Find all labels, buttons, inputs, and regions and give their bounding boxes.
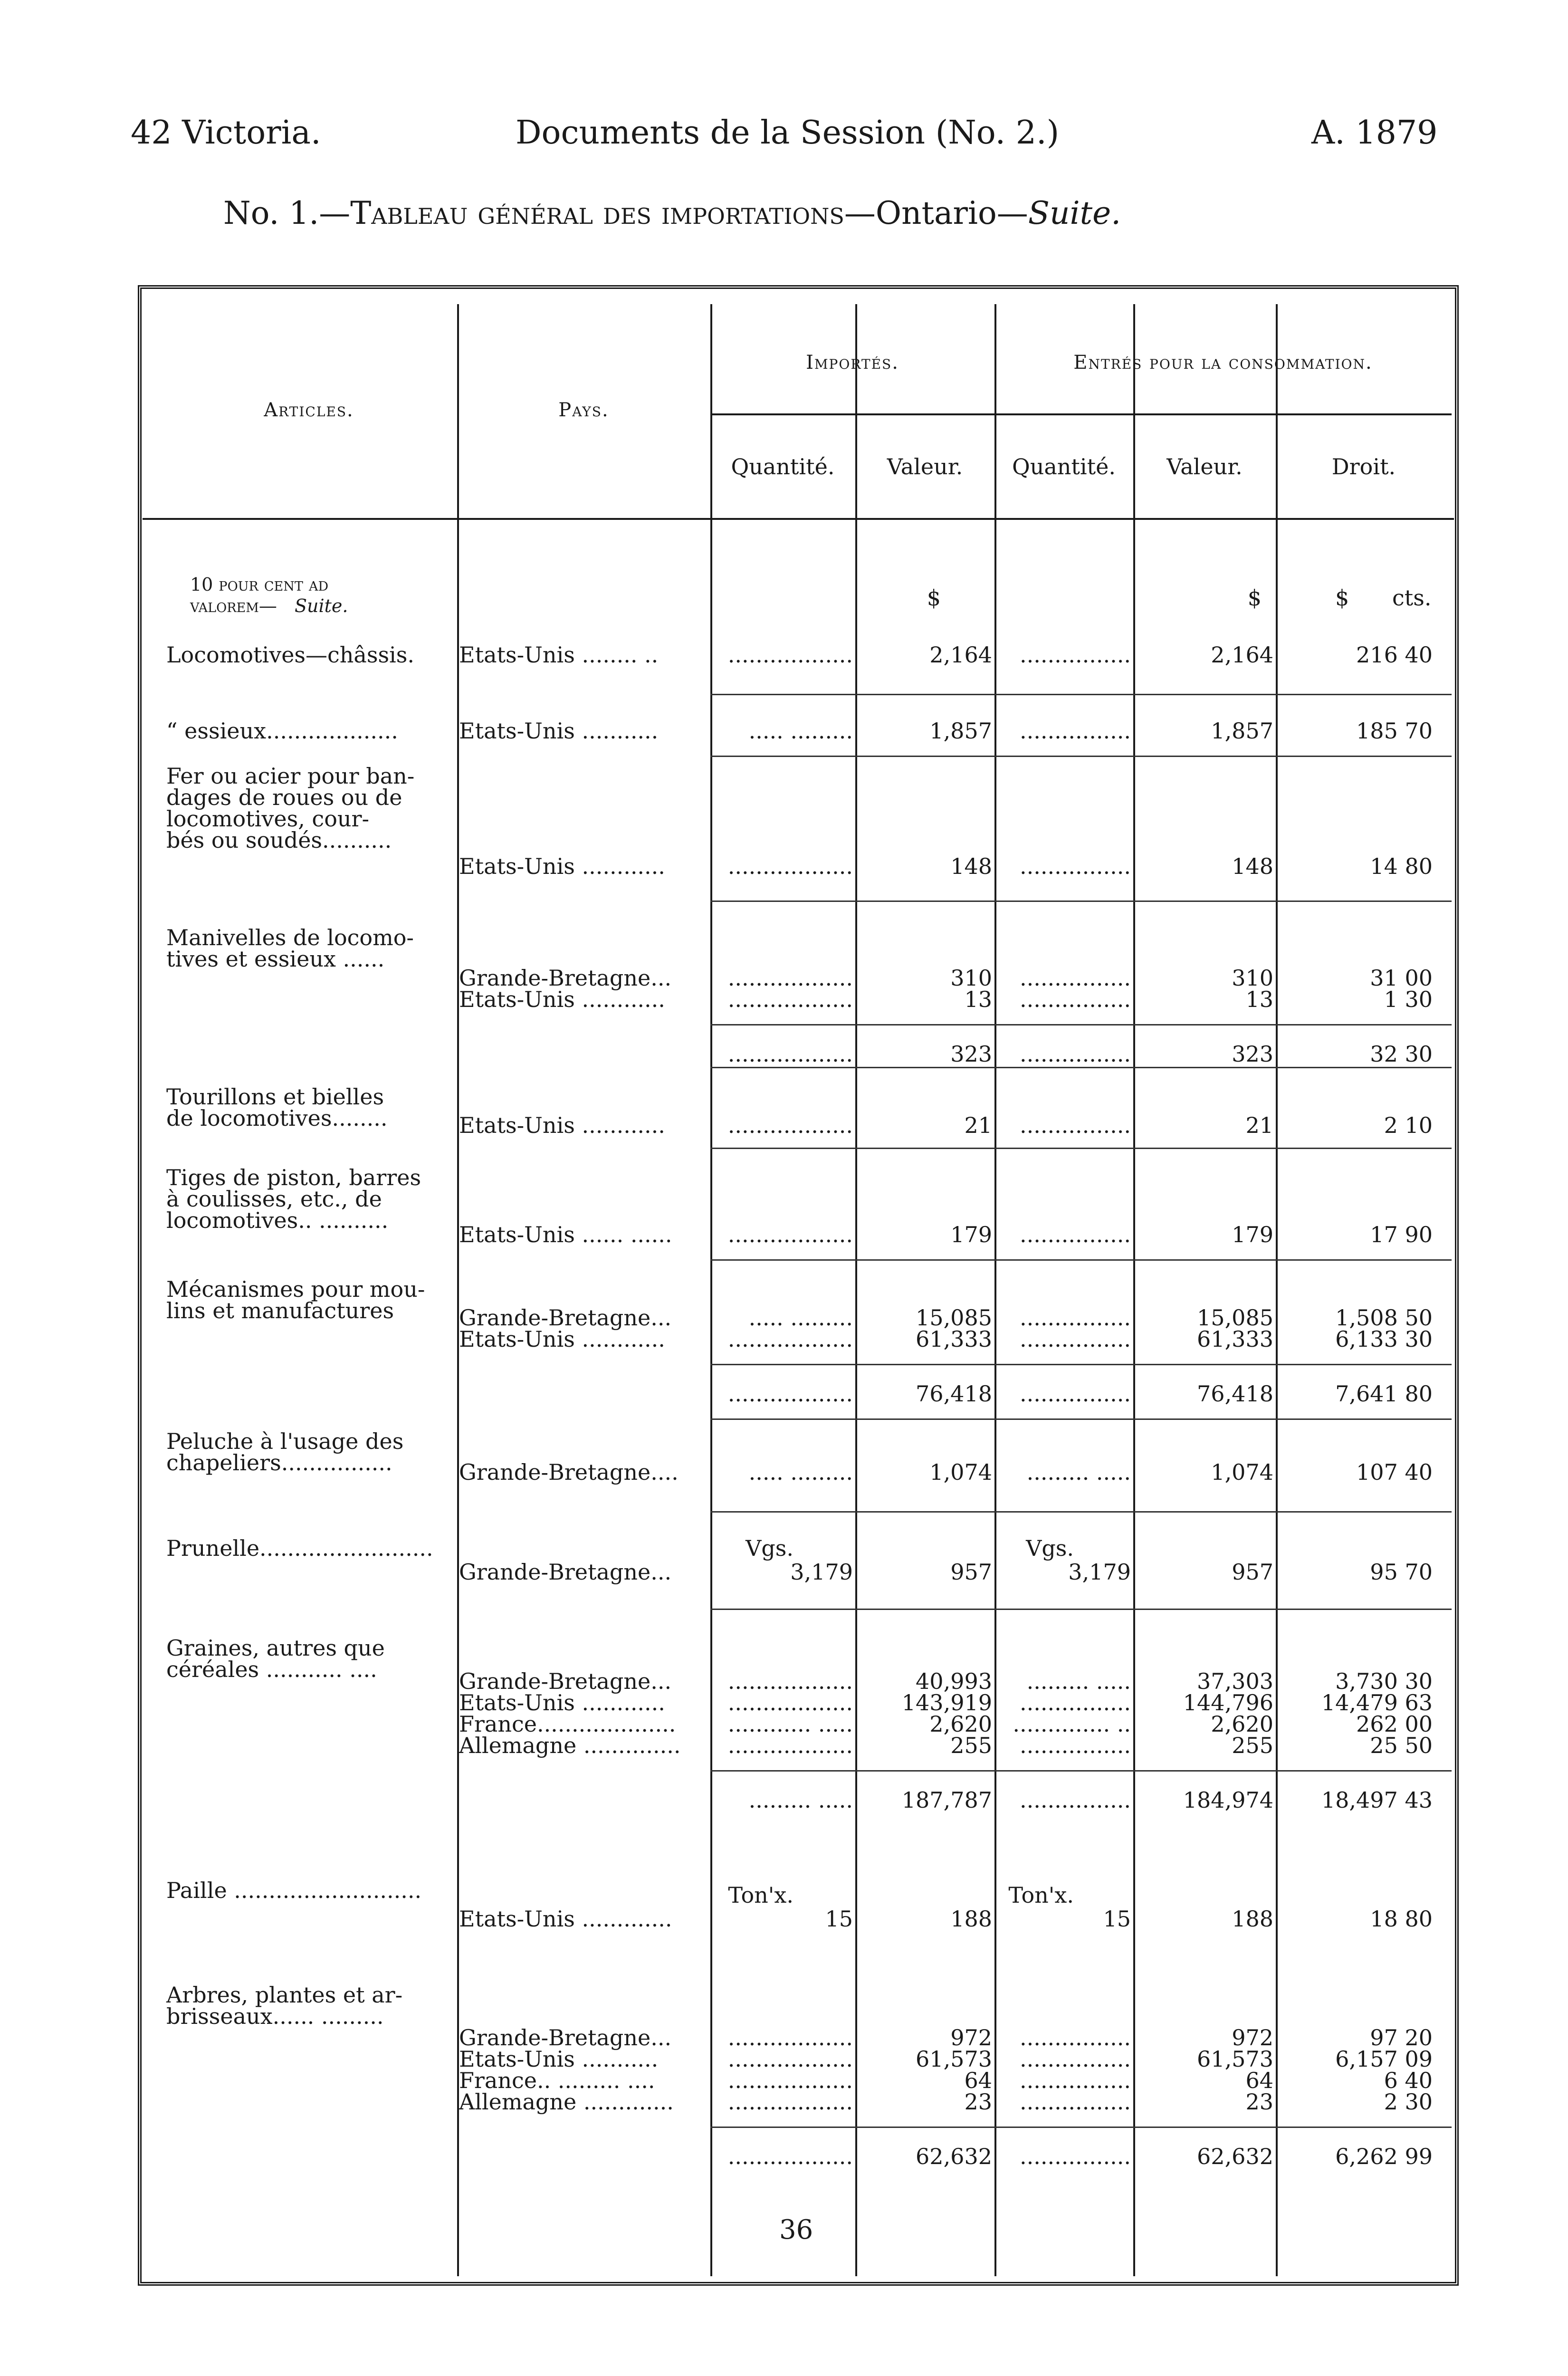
- value-imported: 310: [950, 965, 992, 991]
- value-imported: 1,857: [929, 718, 992, 744]
- column-rule: [710, 304, 712, 2276]
- quantity-imported: ..... .........: [748, 1305, 853, 1331]
- column-rule: [457, 304, 459, 2276]
- quantity-imported: ..................: [727, 2089, 853, 2115]
- quantity-unit: Ton'x.: [728, 1882, 794, 1908]
- value-imported: 61,333: [916, 1326, 992, 1352]
- duty-amount: 6,133 30: [1335, 1326, 1433, 1352]
- duty-amount: 31 00: [1370, 965, 1433, 991]
- column-header-quantite: Quantité.: [731, 454, 835, 479]
- value-imported: 64: [964, 2068, 992, 2093]
- country-name: Grande-Bretagne...: [459, 965, 672, 991]
- article-name: Fer ou acier pour ban-: [166, 763, 415, 789]
- total-value-imported: 76,418: [916, 1381, 992, 1407]
- duty-amount: 6 40: [1384, 2068, 1433, 2093]
- country-name: Etats-Unis ............: [459, 1326, 665, 1352]
- quantity-consumed: 15: [1103, 1906, 1131, 1932]
- quantity-unit: Vgs.: [746, 1535, 794, 1561]
- duty-amount: 97 20: [1370, 2025, 1433, 2050]
- value-imported: 15,085: [916, 1305, 992, 1331]
- country-name: Etats-Unis ............: [459, 1112, 665, 1138]
- country-name: Grande-Bretagne...: [459, 1559, 672, 1585]
- quantity-imported: 3,179: [790, 1559, 853, 1585]
- quantity-imported: ..................: [727, 965, 853, 991]
- country-name: Grande-Bretagne....: [459, 1459, 679, 1485]
- value-consumed: 310: [1232, 965, 1273, 991]
- value-imported: 2,620: [929, 1711, 992, 1737]
- article-name: céréales ........... ....: [166, 1657, 377, 1682]
- total-quantity-imported: ..................: [727, 2144, 853, 2169]
- value-consumed: 148: [1232, 853, 1273, 879]
- country-name: Etats-Unis ............: [459, 853, 665, 879]
- page-number: 36: [779, 2214, 813, 2245]
- country-name: Etats-Unis ...........: [459, 2046, 659, 2072]
- article-name: Manivelles de locomo-: [166, 925, 414, 950]
- quantity-imported: ..................: [727, 987, 853, 1012]
- article-name: Peluche à l'usage des: [166, 1428, 404, 1454]
- quantity-consumed: ................: [1020, 1733, 1131, 1758]
- quantity-unit-2: Vgs.: [1026, 1535, 1074, 1561]
- quantity-imported: ..................: [727, 2025, 853, 2050]
- duty-amount: 107 40: [1356, 1459, 1433, 1485]
- quantity-imported: ..................: [727, 853, 853, 879]
- quantity-imported: ..................: [727, 1690, 853, 1715]
- total-value-consumed: 62,632: [1197, 2144, 1273, 2169]
- duty-amount: 216 40: [1356, 642, 1433, 668]
- quantity-consumed: ................: [1020, 965, 1131, 991]
- column-header-consommation: Entrés pour la consommation.: [1073, 352, 1373, 374]
- article-name: Tiges de piston, barres: [166, 1165, 421, 1190]
- header-right: A. 1879: [1311, 114, 1438, 152]
- quantity-consumed: ................: [1020, 2046, 1131, 2072]
- quantity-consumed: ................: [1020, 987, 1131, 1012]
- value-imported: 61,573: [916, 2046, 992, 2072]
- section-label-cont: valorem—: [190, 595, 277, 616]
- total-quantity-imported: ......... .....: [748, 1787, 853, 1813]
- value-imported: 21: [964, 1112, 992, 1138]
- value-consumed: 61,333: [1197, 1326, 1273, 1352]
- quantity-imported: ..... .........: [748, 1459, 853, 1485]
- quantity-unit-2: Ton'x.: [1008, 1882, 1074, 1908]
- value-consumed: 144,796: [1183, 1690, 1273, 1715]
- row-separator: [710, 694, 1452, 695]
- duty-amount: 2 10: [1384, 1112, 1433, 1138]
- value-consumed: 1,074: [1211, 1459, 1273, 1485]
- column-rule: [994, 304, 996, 2276]
- value-imported: 255: [950, 1733, 992, 1758]
- quantity-imported: 15: [825, 1906, 853, 1932]
- total-quantity-consumed: ................: [1020, 1381, 1131, 1407]
- row-separator: [710, 1418, 1452, 1420]
- total-quantity-consumed: ................: [1020, 1787, 1131, 1813]
- value-imported: 957: [950, 1559, 992, 1585]
- row-separator: [710, 1067, 1452, 1068]
- total-rule: [710, 2127, 1452, 2128]
- title-main: Tableau général des importations: [350, 195, 844, 231]
- value-imported: 188: [950, 1906, 992, 1932]
- header-rule-top: [710, 413, 1452, 415]
- duty-amount: 6,157 09: [1335, 2046, 1433, 2072]
- value-consumed: 64: [1245, 2068, 1273, 2093]
- table-title: [223, 195, 1121, 231]
- duty-amount: 3,730 30: [1335, 1668, 1433, 1694]
- article-name: locomotives.. ..........: [166, 1207, 389, 1233]
- value-consumed: 23: [1245, 2089, 1273, 2115]
- quantity-consumed: ................: [1020, 2025, 1131, 2050]
- quantity-consumed: ......... .....: [1026, 1668, 1131, 1694]
- total-quantity-consumed: ................: [1020, 2144, 1131, 2169]
- total-duty: 6,262 99: [1335, 2144, 1433, 2169]
- country-name: Etats-Unis ............: [459, 987, 665, 1012]
- column-header-pays: Pays.: [558, 399, 609, 421]
- title-suite: Suite.: [1028, 195, 1121, 231]
- quantity-imported: ..................: [727, 2068, 853, 2093]
- value-consumed: 188: [1232, 1906, 1273, 1932]
- value-consumed: 2,620: [1211, 1711, 1273, 1737]
- duty-amount: 14 80: [1370, 853, 1433, 879]
- quantity-imported: ..................: [727, 1326, 853, 1352]
- duty-amount: 17 90: [1370, 1222, 1433, 1247]
- article-name: Arbres, plantes et ar-: [166, 1982, 403, 2008]
- value-consumed: 972: [1232, 2025, 1273, 2050]
- country-name: Etats-Unis ...... ......: [459, 1222, 672, 1247]
- column-header-quantite2: Quantité.: [1012, 454, 1116, 479]
- value-consumed: 21: [1245, 1112, 1273, 1138]
- column-header-articles: Articles.: [264, 399, 354, 421]
- value-consumed: 15,085: [1197, 1305, 1273, 1331]
- country-name: Allemagne .............: [459, 2089, 674, 2115]
- total-duty: 32 30: [1370, 1041, 1433, 1067]
- duty-amount: 262 00: [1356, 1711, 1433, 1737]
- value-consumed: 957: [1232, 1559, 1273, 1585]
- quantity-consumed: 3,179: [1068, 1559, 1131, 1585]
- value-consumed: 37,303: [1197, 1668, 1273, 1694]
- column-header-valeur: Valeur.: [887, 454, 963, 479]
- country-name: Etats-Unis ............: [459, 1690, 665, 1715]
- quantity-consumed: ................: [1020, 1690, 1131, 1715]
- value-imported: 2,164: [929, 642, 992, 668]
- quantity-consumed: ......... .....: [1026, 1459, 1131, 1485]
- quantity-consumed: ................: [1020, 2068, 1131, 2093]
- unit-dollar-value: $: [927, 585, 941, 611]
- value-imported: 143,919: [901, 1690, 992, 1715]
- value-consumed: 61,573: [1197, 2046, 1273, 2072]
- article-name: tives et essieux ......: [166, 946, 385, 972]
- unit-cents: cts.: [1392, 585, 1432, 611]
- quantity-consumed: ................: [1020, 642, 1131, 668]
- column-rule: [1276, 304, 1278, 2276]
- country-name: Grande-Bretagne...: [459, 1305, 672, 1331]
- total-rule: [710, 1364, 1452, 1365]
- total-value-imported: 323: [950, 1041, 992, 1067]
- section-label-suite: Suite.: [295, 595, 348, 616]
- country-name: Grande-Bretagne...: [459, 1668, 672, 1694]
- country-name: Etats-Unis ...........: [459, 718, 659, 744]
- value-imported: 40,993: [916, 1668, 992, 1694]
- quantity-imported: ..................: [727, 642, 853, 668]
- value-consumed: 1,857: [1211, 718, 1273, 744]
- title-province: —Ontario—: [844, 195, 1028, 231]
- article-name: chapeliers................: [166, 1450, 392, 1475]
- country-name: Etats-Unis .............: [459, 1906, 672, 1932]
- column-header-importes: Importés.: [806, 352, 899, 374]
- country-name: Grande-Bretagne...: [459, 2025, 672, 2050]
- country-name: Allemagne ..............: [459, 1733, 681, 1758]
- value-imported: 179: [950, 1222, 992, 1247]
- duty-amount: 18 80: [1370, 1906, 1433, 1932]
- column-header-valeur2: Valeur.: [1166, 454, 1243, 479]
- duty-amount: 185 70: [1356, 718, 1433, 744]
- total-value-consumed: 76,418: [1197, 1381, 1273, 1407]
- duty-amount: 14,479 63: [1321, 1690, 1433, 1715]
- quantity-consumed: ................: [1020, 1305, 1131, 1331]
- value-consumed: 2,164: [1211, 642, 1273, 668]
- duty-amount: 2 30: [1384, 2089, 1433, 2115]
- duty-amount: 1 30: [1384, 987, 1433, 1012]
- duty-amount: 25 50: [1370, 1733, 1433, 1758]
- quantity-imported: ..................: [727, 2046, 853, 2072]
- header-center: Documents de la Session (No. 2.): [516, 114, 1060, 152]
- quantity-imported: ..................: [727, 1222, 853, 1247]
- article-name: Prunelle.........................: [166, 1535, 433, 1561]
- quantity-consumed: ................: [1020, 2089, 1131, 2115]
- quantity-imported: ..................: [727, 1733, 853, 1758]
- article-name: de locomotives........: [166, 1105, 388, 1131]
- value-imported: 13: [964, 987, 992, 1012]
- header-left: 42 Victoria.: [131, 114, 321, 152]
- quantity-consumed: ................: [1020, 1326, 1131, 1352]
- value-imported: 972: [950, 2025, 992, 2050]
- total-quantity-imported: ..................: [727, 1381, 853, 1407]
- country-name: France.. ......... ....: [459, 2068, 655, 2093]
- country-name: France....................: [459, 1711, 676, 1737]
- quantity-imported: ..... .........: [748, 718, 853, 744]
- unit-dollar-duty: $: [1335, 585, 1349, 611]
- quantity-imported: ..................: [727, 1112, 853, 1138]
- quantity-consumed: ................: [1020, 718, 1131, 744]
- row-separator: [710, 1609, 1452, 1610]
- quantity-consumed: ................: [1020, 1222, 1131, 1247]
- total-value-imported: 187,787: [901, 1787, 992, 1813]
- row-separator: [710, 901, 1452, 902]
- total-rule: [710, 1770, 1452, 1772]
- unit-dollar-value-2: $: [1247, 585, 1262, 611]
- total-duty: 18,497 43: [1321, 1787, 1433, 1813]
- value-imported: 1,074: [929, 1459, 992, 1485]
- section-label: 10 pour cent ad: [190, 574, 329, 595]
- value-imported: 23: [964, 2089, 992, 2115]
- row-separator: [710, 1511, 1452, 1513]
- quantity-consumed: ................: [1020, 853, 1131, 879]
- total-value-consumed: 323: [1232, 1041, 1273, 1067]
- country-name: Etats-Unis ........ ..: [459, 642, 659, 668]
- row-separator: [710, 1259, 1452, 1261]
- row-separator: [710, 756, 1452, 757]
- total-value-consumed: 184,974: [1183, 1787, 1273, 1813]
- row-separator: [710, 1148, 1452, 1149]
- value-imported: 148: [950, 853, 992, 879]
- article-name: brisseaux...... .........: [166, 2003, 384, 2029]
- quantity-imported: ..................: [727, 1668, 853, 1694]
- article-name: “ essieux...................: [166, 718, 398, 744]
- article-name: Mécanismes pour mou-: [166, 1276, 425, 1302]
- article-name: Tourillons et bielles: [166, 1084, 384, 1110]
- quantity-consumed: ................: [1020, 1112, 1131, 1138]
- header-rule-bottom: [143, 518, 1454, 520]
- total-duty: 7,641 80: [1335, 1381, 1433, 1407]
- total-rule: [710, 1024, 1452, 1025]
- column-header-droit: Droit.: [1331, 454, 1396, 479]
- article-name: lins et manufactures: [166, 1298, 394, 1323]
- article-name: dages de roues ou de: [166, 785, 402, 810]
- article-name: locomotives, cour-: [166, 806, 370, 832]
- total-quantity-consumed: ................: [1020, 1041, 1131, 1067]
- value-consumed: 179: [1232, 1222, 1273, 1247]
- value-consumed: 255: [1232, 1733, 1273, 1758]
- total-quantity-imported: ..................: [727, 1041, 853, 1067]
- article-name: Paille ...........................: [166, 1878, 422, 1903]
- article-name: à coulisses, etc., de: [166, 1186, 382, 1212]
- article-name: bés ou soudés..........: [166, 827, 392, 853]
- quantity-imported: ............ .....: [727, 1711, 853, 1737]
- duty-amount: 1,508 50: [1335, 1305, 1433, 1331]
- total-value-imported: 62,632: [916, 2144, 992, 2169]
- title-prefix: No. 1.—: [223, 195, 351, 231]
- article-name: Graines, autres que: [166, 1635, 385, 1661]
- article-name: Locomotives—châssis.: [166, 642, 414, 668]
- duty-amount: 95 70: [1370, 1559, 1433, 1585]
- value-consumed: 13: [1245, 987, 1273, 1012]
- quantity-consumed: .............. ..: [1013, 1711, 1131, 1737]
